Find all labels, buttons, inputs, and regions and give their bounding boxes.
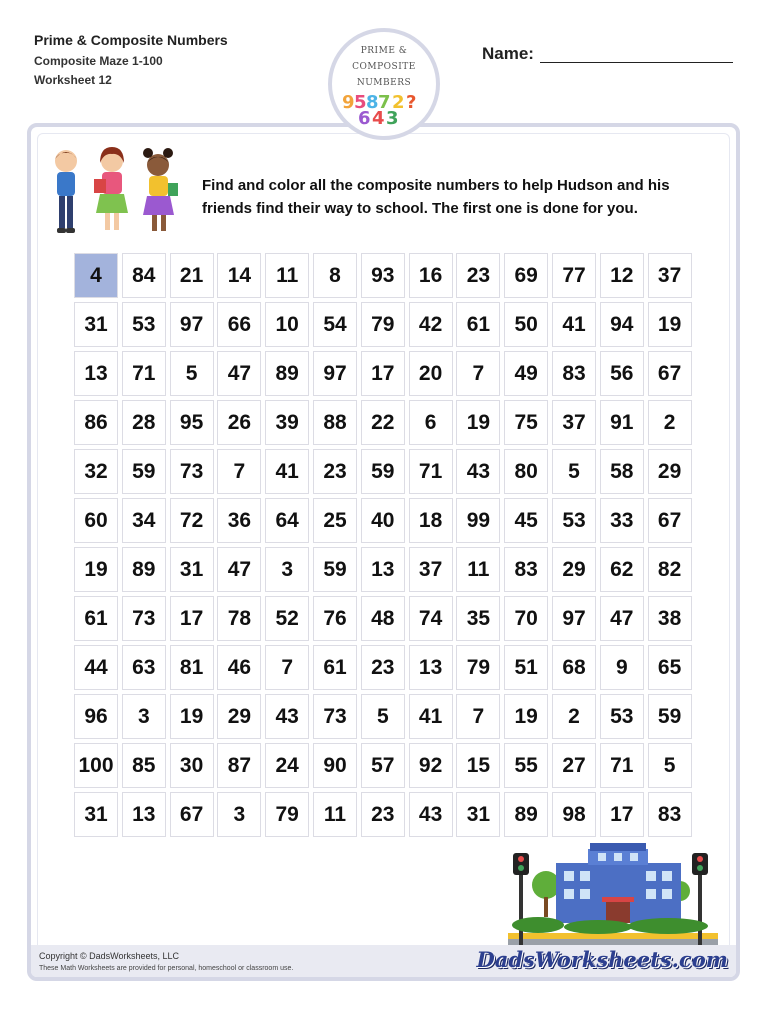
maze-cell[interactable]: 19 [504, 694, 548, 739]
maze-cell[interactable]: 32 [74, 449, 118, 494]
maze-cell[interactable]: 40 [361, 498, 405, 543]
maze-cell[interactable]: 37 [409, 547, 453, 592]
maze-cell[interactable]: 30 [170, 743, 214, 788]
logo-digits-icon [342, 90, 426, 126]
maze-cell[interactable]: 82 [648, 547, 692, 592]
maze-cell[interactable]: 43 [456, 449, 500, 494]
maze-cell[interactable]: 2 [648, 400, 692, 445]
name-label: Name: [482, 44, 534, 63]
maze-cell[interactable]: 95 [170, 400, 214, 445]
maze-cell[interactable]: 18 [409, 498, 453, 543]
school-illustration-icon [508, 843, 718, 949]
maze-cell[interactable]: 71 [600, 743, 644, 788]
maze-cell[interactable]: 23 [313, 449, 357, 494]
maze-cell[interactable]: 83 [552, 351, 596, 396]
maze-cell[interactable]: 31 [74, 792, 118, 837]
maze-cell[interactable]: 13 [74, 351, 118, 396]
composite-maze-grid [74, 253, 694, 841]
maze-cell[interactable]: 41 [409, 694, 453, 739]
maze-cell[interactable]: 25 [313, 498, 357, 543]
maze-cell[interactable]: 74 [409, 596, 453, 641]
maze-cell[interactable]: 97 [552, 596, 596, 641]
logo-line-2: COMPOSITE [352, 62, 416, 72]
maze-cell[interactable]: 7 [456, 694, 500, 739]
maze-cell[interactable]: 53 [122, 302, 166, 347]
maze-cell[interactable]: 10 [265, 302, 309, 347]
svg-text:3: 3 [386, 108, 399, 126]
maze-cell[interactable]: 60 [74, 498, 118, 543]
maze-cell[interactable]: 43 [265, 694, 309, 739]
maze-cell[interactable]: 42 [409, 302, 453, 347]
maze-cell[interactable]: 13 [409, 645, 453, 690]
svg-text:7: 7 [378, 92, 391, 113]
maze-cell[interactable]: 59 [361, 449, 405, 494]
maze-cell[interactable]: 31 [170, 547, 214, 592]
name-line[interactable] [540, 62, 733, 63]
maze-cell[interactable]: 80 [504, 449, 548, 494]
maze-cell[interactable]: 5 [648, 743, 692, 788]
kids-illustration-icon [48, 143, 188, 243]
maze-cell[interactable]: 86 [74, 400, 118, 445]
maze-cell[interactable]: 83 [504, 547, 548, 592]
maze-cell[interactable]: 19 [74, 547, 118, 592]
instructions-text: Find and color all the composite numbers to help Hudson and his friends find their way to school. The first one is done for you. [202, 177, 670, 217]
maze-cell[interactable]: 35 [456, 596, 500, 641]
maze-cell[interactable]: 13 [361, 547, 405, 592]
maze-cell[interactable]: 24 [265, 743, 309, 788]
maze-cell[interactable]: 99 [456, 498, 500, 543]
maze-cell[interactable]: 100 [74, 743, 118, 788]
maze-cell[interactable]: 36 [217, 498, 261, 543]
maze-cell[interactable]: 67 [648, 351, 692, 396]
svg-text:8: 8 [366, 92, 379, 113]
maze-cell[interactable]: 94 [600, 302, 644, 347]
maze-cell[interactable]: 16 [409, 253, 453, 298]
maze-cell[interactable]: 90 [313, 743, 357, 788]
maze-cell[interactable]: 2 [552, 694, 596, 739]
maze-cell[interactable]: 13 [122, 792, 166, 837]
maze-cell[interactable]: 23 [361, 792, 405, 837]
maze-cell[interactable]: 11 [313, 792, 357, 837]
usage-note: These Math Worksheets are provided for personal, homeschool or classroom use. [39, 965, 294, 972]
maze-cell[interactable]: 8 [313, 253, 357, 298]
maze-cell[interactable]: 38 [648, 596, 692, 641]
maze-cell[interactable]: 7 [456, 351, 500, 396]
maze-cell[interactable]: 77 [552, 253, 596, 298]
maze-cell[interactable]: 41 [265, 449, 309, 494]
maze-cell[interactable]: 79 [361, 302, 405, 347]
maze-cell[interactable]: 70 [504, 596, 548, 641]
svg-text:4: 4 [372, 108, 385, 126]
svg-text:9: 9 [342, 92, 355, 113]
maze-cell[interactable]: 50 [504, 302, 548, 347]
logo-line-3: NUMBERS [356, 78, 412, 88]
maze-cell[interactable]: 56 [600, 351, 644, 396]
maze-cell[interactable]: 71 [409, 449, 453, 494]
maze-cell[interactable]: 17 [170, 596, 214, 641]
maze-cell[interactable]: 59 [648, 694, 692, 739]
maze-cell[interactable]: 96 [74, 694, 118, 739]
maze-cell[interactable]: 68 [552, 645, 596, 690]
maze-cell[interactable]: 6 [409, 400, 453, 445]
maze-cell[interactable]: 51 [504, 645, 548, 690]
svg-text:6: 6 [358, 108, 371, 126]
maze-cell[interactable]: 29 [217, 694, 261, 739]
maze-cell[interactable]: 61 [456, 302, 500, 347]
maze-cell[interactable]: 43 [409, 792, 453, 837]
maze-cell[interactable]: 9 [600, 645, 644, 690]
maze-cell[interactable]: 58 [600, 449, 644, 494]
maze-cell[interactable]: 5 [361, 694, 405, 739]
maze-cell[interactable]: 64 [265, 498, 309, 543]
maze-cell[interactable]: 53 [600, 694, 644, 739]
maze-cell[interactable]: 31 [74, 302, 118, 347]
maze-cell[interactable]: 75 [504, 400, 548, 445]
maze-cell[interactable]: 39 [265, 400, 309, 445]
maze-cell[interactable]: 44 [74, 645, 118, 690]
worksheet-title: Prime & Composite Numbers [34, 32, 228, 48]
maze-cell[interactable]: 27 [552, 743, 596, 788]
maze-cell[interactable]: 73 [313, 694, 357, 739]
maze-cell[interactable]: 33 [600, 498, 644, 543]
maze-cell[interactable]: 76 [313, 596, 357, 641]
maze-cell[interactable]: 48 [361, 596, 405, 641]
maze-cell[interactable]: 84 [122, 253, 166, 298]
maze-cell[interactable]: 3 [122, 694, 166, 739]
maze-cell[interactable]: 52 [265, 596, 309, 641]
maze-cell[interactable]: 28 [122, 400, 166, 445]
maze-cell[interactable]: 81 [170, 645, 214, 690]
maze-cell[interactable]: 67 [648, 498, 692, 543]
maze-cell[interactable]: 47 [217, 547, 261, 592]
maze-cell[interactable]: 88 [313, 400, 357, 445]
maze-cell[interactable]: 7 [265, 645, 309, 690]
svg-text:2: 2 [392, 92, 405, 113]
maze-cell[interactable]: 85 [122, 743, 166, 788]
maze-cell[interactable]: 66 [217, 302, 261, 347]
maze-cell[interactable]: 11 [456, 547, 500, 592]
maze-cell[interactable]: 53 [552, 498, 596, 543]
maze-cell[interactable]: 4 [74, 253, 118, 298]
maze-cell[interactable]: 92 [409, 743, 453, 788]
maze-cell[interactable]: 57 [361, 743, 405, 788]
maze-cell[interactable]: 34 [122, 498, 166, 543]
maze-cell[interactable]: 87 [217, 743, 261, 788]
maze-cell[interactable]: 89 [122, 547, 166, 592]
maze-cell[interactable]: 98 [552, 792, 596, 837]
maze-cell[interactable]: 89 [265, 351, 309, 396]
maze-cell[interactable]: 59 [313, 547, 357, 592]
maze-cell[interactable]: 3 [217, 792, 261, 837]
copyright-text: Copyright © DadsWorksheets, LLC [39, 951, 180, 961]
footer-bar [31, 945, 736, 977]
maze-cell[interactable]: 78 [217, 596, 261, 641]
logo-line-1: PRIME & [360, 46, 408, 56]
maze-cell[interactable]: 29 [552, 547, 596, 592]
maze-cell[interactable]: 14 [217, 253, 261, 298]
maze-cell[interactable]: 3 [265, 547, 309, 592]
maze-cell[interactable]: 73 [122, 596, 166, 641]
maze-cell[interactable]: 17 [361, 351, 405, 396]
maze-cell[interactable]: 37 [552, 400, 596, 445]
maze-cell[interactable]: 73 [170, 449, 214, 494]
maze-cell[interactable]: 69 [504, 253, 548, 298]
maze-cell[interactable]: 79 [265, 792, 309, 837]
maze-cell[interactable]: 97 [170, 302, 214, 347]
maze-cell[interactable]: 7 [217, 449, 261, 494]
maze-cell[interactable]: 47 [217, 351, 261, 396]
maze-cell[interactable]: 29 [648, 449, 692, 494]
maze-cell[interactable]: 47 [600, 596, 644, 641]
svg-text:5: 5 [354, 92, 367, 113]
maze-cell[interactable]: 46 [217, 645, 261, 690]
maze-cell[interactable]: 17 [600, 792, 644, 837]
maze-cell[interactable]: 63 [122, 645, 166, 690]
maze-cell[interactable]: 55 [504, 743, 548, 788]
maze-cell[interactable]: 49 [504, 351, 548, 396]
maze-cell[interactable]: 31 [456, 792, 500, 837]
maze-cell[interactable]: 37 [648, 253, 692, 298]
maze-cell[interactable]: 5 [170, 351, 214, 396]
maze-cell[interactable]: 26 [217, 400, 261, 445]
maze-cell[interactable]: 59 [122, 449, 166, 494]
maze-cell[interactable]: 11 [265, 253, 309, 298]
maze-cell[interactable]: 67 [170, 792, 214, 837]
maze-cell[interactable]: 83 [648, 792, 692, 837]
maze-cell[interactable]: 45 [504, 498, 548, 543]
maze-cell[interactable]: 41 [552, 302, 596, 347]
maze-cell[interactable]: 22 [361, 400, 405, 445]
maze-cell[interactable]: 93 [361, 253, 405, 298]
maze-cell[interactable]: 61 [313, 645, 357, 690]
worksheet-subtitle: Composite Maze 1-100 [34, 54, 163, 68]
prime-composite-logo [328, 28, 440, 140]
maze-cell[interactable]: 21 [170, 253, 214, 298]
maze-cell[interactable]: 23 [456, 253, 500, 298]
maze-cell[interactable]: 20 [409, 351, 453, 396]
maze-cell[interactable]: 65 [648, 645, 692, 690]
maze-cell[interactable]: 15 [456, 743, 500, 788]
maze-cell[interactable]: 61 [74, 596, 118, 641]
maze-cell[interactable]: 19 [648, 302, 692, 347]
worksheet-number: Worksheet 12 [34, 73, 112, 87]
maze-cell[interactable]: 23 [361, 645, 405, 690]
maze-cell[interactable]: 19 [170, 694, 214, 739]
brand-logo-text[interactable]: DadsWorksheets.com [476, 947, 728, 972]
maze-cell[interactable]: 5 [552, 449, 596, 494]
maze-cell[interactable]: 72 [170, 498, 214, 543]
svg-text:?: ? [406, 92, 417, 113]
maze-cell[interactable]: 54 [313, 302, 357, 347]
maze-cell[interactable]: 97 [313, 351, 357, 396]
maze-cell[interactable]: 62 [600, 547, 644, 592]
maze-cell[interactable]: 12 [600, 253, 644, 298]
maze-cell[interactable]: 79 [456, 645, 500, 690]
maze-cell[interactable]: 91 [600, 400, 644, 445]
maze-cell[interactable]: 89 [504, 792, 548, 837]
maze-cell[interactable]: 19 [456, 400, 500, 445]
maze-cell[interactable]: 71 [122, 351, 166, 396]
